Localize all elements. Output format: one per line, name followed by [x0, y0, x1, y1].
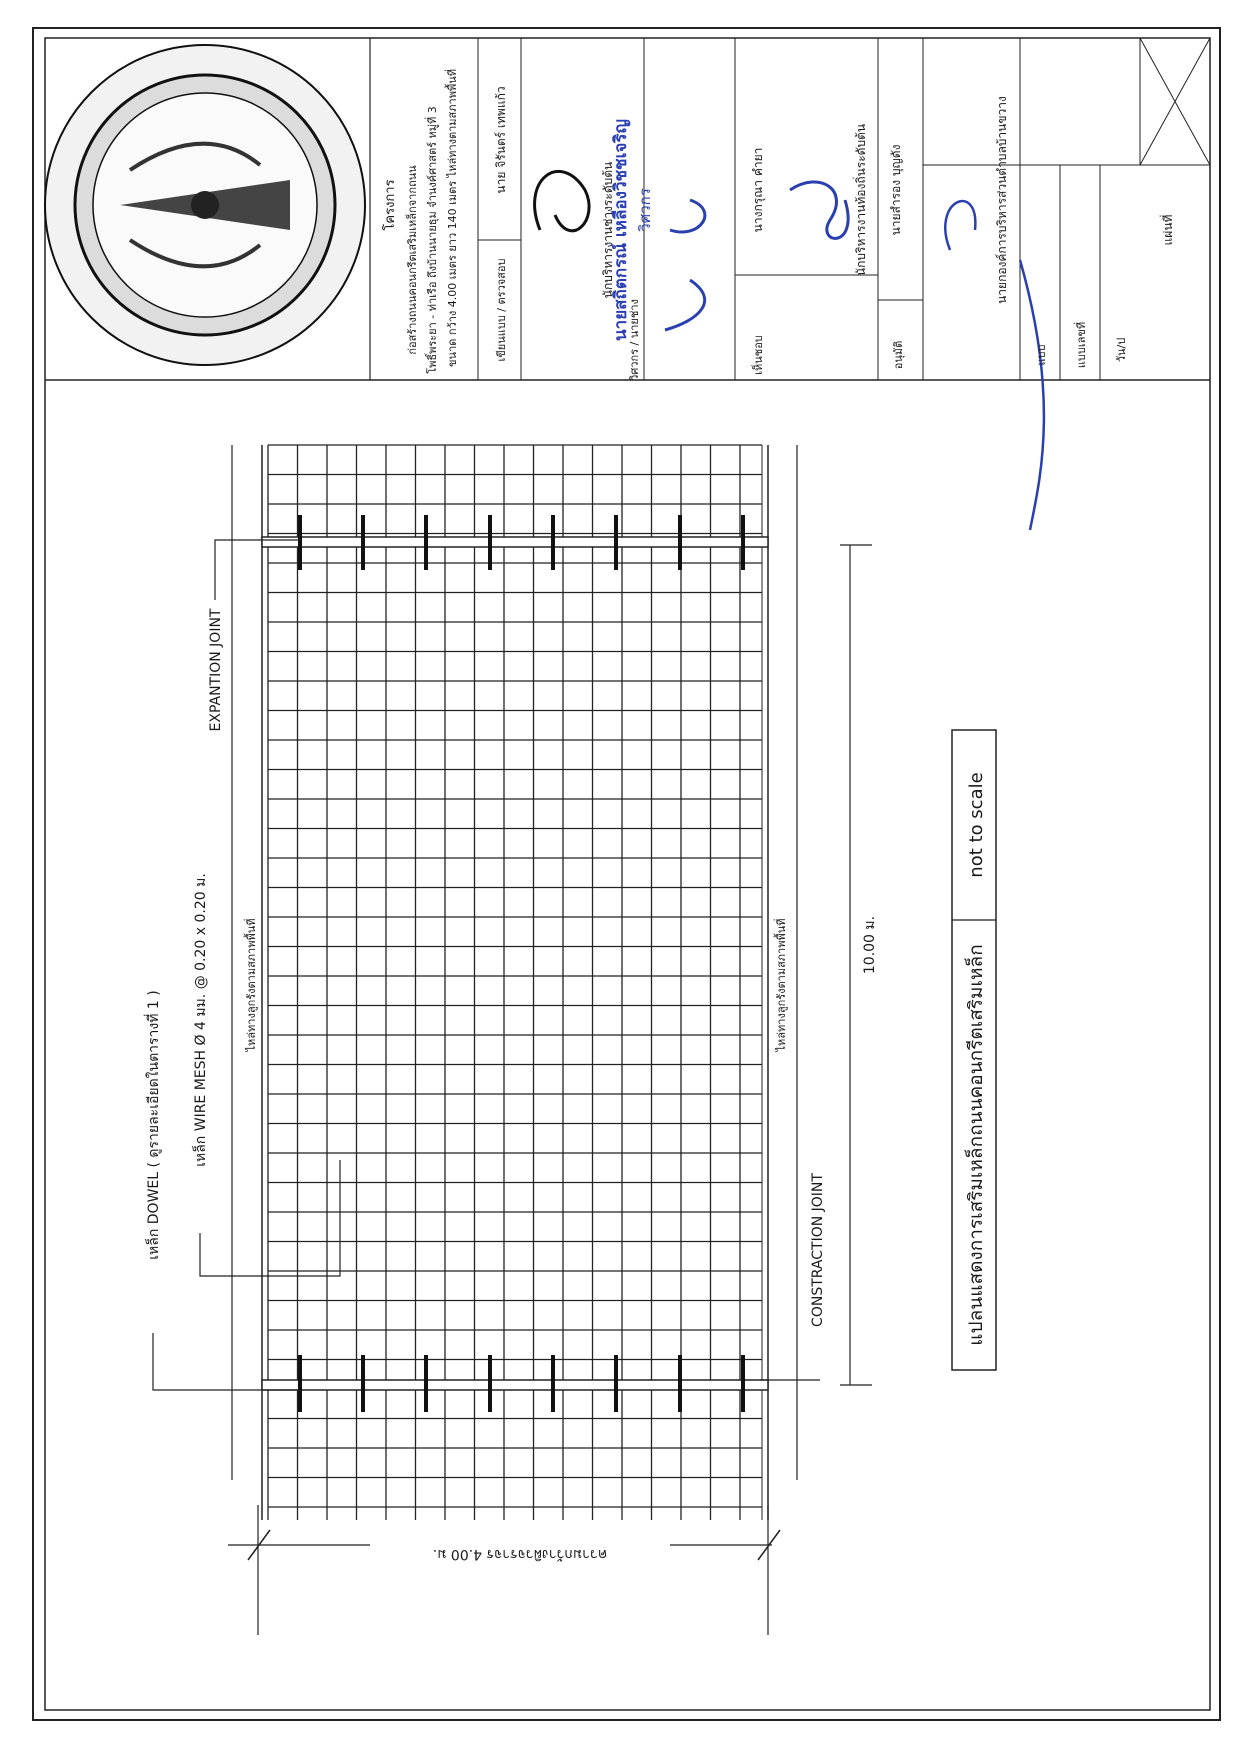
label-wire-mesh: เหล็ก WIRE MESH Ø 4 มม. @ 0.20 x 0.20 ม. [193, 873, 209, 1167]
engineer-signature [665, 200, 705, 330]
approve-title: นายกองค์การบริหารส่วนตำบลบ้านขวาง [995, 96, 1009, 304]
dowel-bars [300, 515, 743, 1412]
label-shoulder-bottom: ไหล่ทางลูกรังตามสภาพพื้นที่ [775, 918, 788, 1052]
approve-name: นายสำรอง บุญดัง [889, 144, 903, 236]
dimension-width [228, 1505, 780, 1635]
approver-title: นักบริหารงานท้องถิ่นระดับต้น [854, 123, 868, 277]
page-label: แผ่นที่ [1161, 214, 1175, 246]
engineer-extra: วิศวกร [636, 188, 654, 232]
dim-width: ความกว้างผิวจราจร 4.00 ม. [432, 1546, 608, 1562]
project-label: โครงการ [383, 179, 398, 231]
seal-logo [45, 45, 365, 365]
label-construction-joint: CONSTRACTION JOINT [810, 1173, 826, 1327]
title-block [45, 38, 1210, 530]
label-shoulder-top: ไหล่ทางลูกรังตามสภาพพื้นที่ [245, 918, 258, 1052]
project-line3: ขนาด กว้าง 4.00 เมตร ยาว 140 เมตร ไหล่ทางตามสภาพพื้นที่ [446, 69, 459, 367]
designer-signature [535, 171, 590, 230]
sheet-no-label: แบบเลขที่ [1075, 321, 1088, 369]
construction-joint [262, 1380, 768, 1390]
approver-signature [790, 182, 848, 238]
engineer-label: วิศวกร / นายช่าง [628, 299, 641, 381]
project-line2: โพธิ์พระยา - ท่าเรือ ถึงบ้านนายธุม จำนงค์ศาสตร์ หมู่ที่ 3 [426, 106, 439, 374]
approve-label: อนุมัติ [892, 340, 905, 370]
scale-note: not to scale [966, 772, 987, 878]
drawing-title: แปลนแสดงการเสริมเหล็กถนนคอนกรีตเสริมเหล็ก [965, 944, 987, 1346]
leader-expansion [215, 540, 300, 600]
designer-name: นาย จิรันตร์ เทพแก้ว [494, 86, 508, 194]
dim-length: 10.00 ม. [862, 915, 878, 975]
label-expansion-joint: EXPANTION JOINT [208, 608, 224, 732]
engineer-name: นายสถิตกรณ์ เหลืองวิชชเจริญ [611, 119, 631, 341]
project-line1: ก่อสร้างถนนคอนกรีตเสริมเหล็กจากถนน [406, 165, 419, 355]
label-dowel: เหล็ก DOWEL ( ดูรายละเอียดในตารางที่ 1 ) [146, 990, 162, 1260]
expansion-joint [262, 537, 768, 547]
date-label: วัน/ป [1115, 337, 1128, 363]
leader-wire-mesh [200, 1160, 340, 1276]
approver-name: นางกรุณา คำยา [751, 147, 765, 233]
designer-title: นักบริหารงานช่างระดับต้น [601, 161, 615, 299]
approver-label: เห็นชอบ [752, 335, 765, 375]
designer-label: เขียนแบบ / ตรวจสอบ [495, 258, 508, 362]
wire-mesh-grid [268, 445, 762, 1520]
sheet-label: แบบ [1035, 344, 1048, 366]
